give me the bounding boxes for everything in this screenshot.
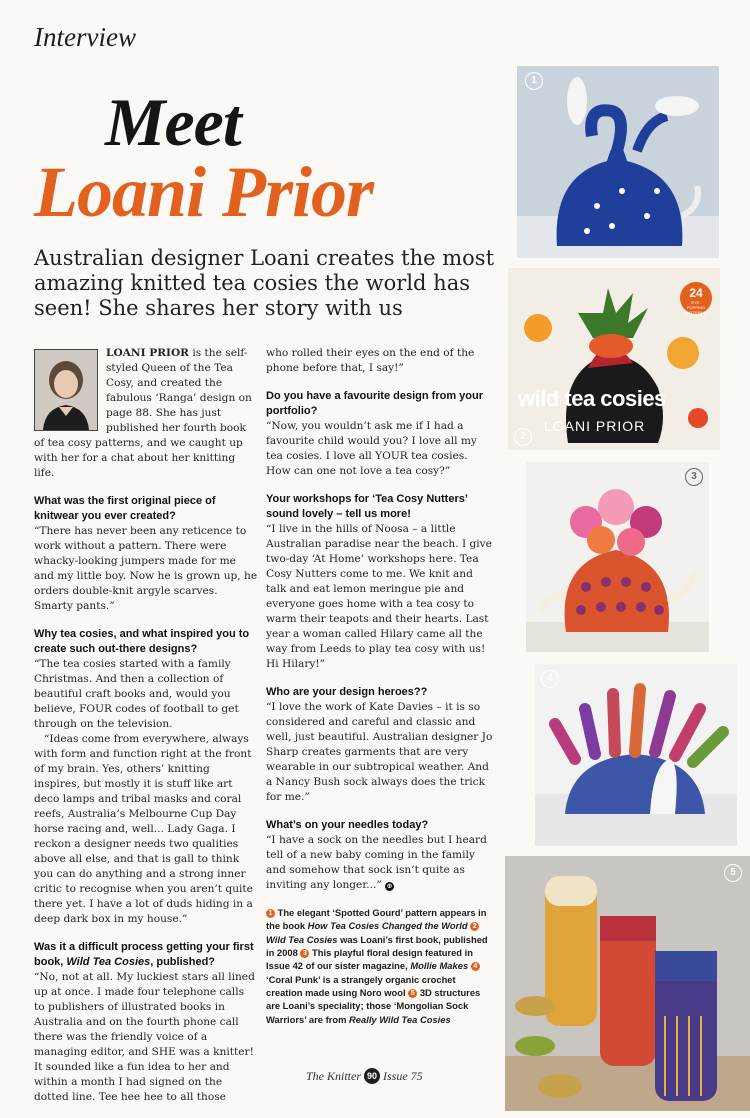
caption-number-3: 3 <box>300 949 309 958</box>
caption-number-4: 4 <box>471 962 480 971</box>
book-badge-number: 24 <box>689 286 703 300</box>
answer-6: “I love the work of Kate Davies – it is so considered and careful and classic and well, just beautiful. Australian designer Jo Sharp creates garments that are very wearable in our subtropical weather. And a Nancy Bush sock always does the trick for me.” <box>266 700 493 803</box>
answer-2b-text: “Ideas come from everywhere, always with form and function right at the front of my brain. Yes, others’ knitting inspires, but mostly it is stuff like art deco lamps and tribal masks and coral reefs, Australia’s Melbourne Cup Day horse racing and, well... Lady Gaga. I reckon a designer needs two qualities above all else, and that is gall to think you can do anything and a strong inner critic to recognise when you aren’t quite there yet. I have a lot of duds hiding in a deep dark box in my house.” <box>34 733 253 926</box>
book-title: wild tea cosies <box>518 386 666 411</box>
book-author: LOANI PRIOR <box>544 418 646 434</box>
question-1: What was the first original piece of knitwear you ever created? <box>34 495 216 523</box>
caption-4-text: ‘Coral Punk’ is a strangely organic crochet creation made using Noro wool <box>266 973 456 998</box>
photo-number-2: 2 <box>514 428 532 446</box>
question-5: Your workshops for ‘Tea Cosy Nutters’ sound lovely – tell us more! <box>266 492 468 520</box>
answer-1: “There has never been any reticence to work without a pattern. There were whacky-looking jumpers made for me and my little boy. Now he is grown up, he orders double-knit argyle scarves. Smarty pants.” <box>34 524 258 613</box>
question-3-book-title: Wild Tea Cosies <box>66 956 151 969</box>
caption-5-text: 3D structures are Loani’s speciality; those ‘Mongolian Sock Warriors’ are from <box>266 986 481 1025</box>
intro-text: is the self-styled Queen of the Tea Cosy, and created the fabulous ‘Ranga’ design on page 88. She has just published her fourth book of tea cosy patterns, and we caught up with her for a chat about her knitting life. <box>34 347 252 480</box>
footer-issue: Issue 75 <box>383 1069 423 1083</box>
caption-1-text: The elegant ‘Spotted Gourd’ pattern appears in the book <box>266 906 487 932</box>
question-6: Who are your design heroes?? <box>266 685 428 698</box>
article-column-1 <box>34 346 258 1118</box>
answer-5: “I live in the hills of Noosa – a little Australian paradise near the beach. I give two-day ‘At Home’ workshops here. Tea Cosy Nutters come to me. We knit and talk and eat lemon meringue pie and everyone goes home with a tea cosy to warm their teapots and their hearts. Last year a woman called Hilary came all the way from Leeds to play tea cosy with us! Hi Hilary!” <box>266 522 492 670</box>
photo-floral-cosy <box>526 462 709 652</box>
author-portrait <box>34 349 98 431</box>
photo-number-4: 4 <box>541 670 559 688</box>
book-badge <box>680 282 712 314</box>
answer-4: “Now, you wouldn’t ask me if I had a favourite child would you? I love all my tea cosies. I love all YOUR tea cosies. How can one not love a tea cosy?” <box>266 419 477 477</box>
answer-3-continued: who rolled their eyes on the end of the phone before that, I say!” <box>266 347 475 375</box>
question-2: Why tea cosies, and what inspired you to create such out-there designs? <box>34 628 250 655</box>
caption-2-text: was Loani’s first book, published in 2008 <box>266 933 488 958</box>
answer-7 <box>266 833 494 893</box>
headline-line-2: Loani Prior <box>34 152 374 232</box>
caption-3-magazine: Mollie Makes <box>410 960 469 972</box>
answer-2b <box>34 732 258 927</box>
photo-number-3: 3 <box>685 468 703 486</box>
headline-line-1: Meet <box>105 84 241 160</box>
end-mark-icon: ⊕ <box>386 881 393 890</box>
photo-number-1: 1 <box>525 72 543 90</box>
question-4: Do you have a favourite design from your portfolio? <box>266 390 483 417</box>
photo-sock-warriors <box>505 856 750 1111</box>
answer-2a: “The tea cosies started with a family Christmas. And then a collection of beautiful craft books and, would you believe, FOUR codes of football to get through on the television. <box>34 657 239 730</box>
section-tag: Interview <box>34 22 136 52</box>
lead-name: LOANI PRIOR <box>106 347 189 359</box>
standfirst: Australian designer Loani creates the most amazing knitted tea cosies the world has seen! She shares her story with us <box>34 246 495 320</box>
caption-2-book: Wild Tea Cosies <box>266 933 338 945</box>
photo-captions <box>266 906 494 1026</box>
footer-magazine: The Knitter <box>306 1069 362 1083</box>
caption-number-5: 5 <box>408 989 417 998</box>
question-3 <box>34 940 258 970</box>
caption-3-text: This playful floral design featured in Issue 42 of our sister magazine, <box>266 946 473 972</box>
caption-number-1: 1 <box>266 909 275 918</box>
article-column-2 <box>266 346 494 1026</box>
footer-page-number: 90 <box>364 1068 380 1084</box>
photo-book-cover <box>508 268 720 450</box>
page-footer <box>306 1068 423 1084</box>
caption-5-book: Really Wild Tea Cosies <box>349 1013 451 1025</box>
caption-1-book: How Tea Cosies Changed the World <box>307 920 468 932</box>
photo-number-5: 5 <box>724 864 742 882</box>
question-3-part-2: , published? <box>150 956 216 969</box>
answer-7-text: “I have a sock on the needles but I heard tell of a new baby coming in the family and somehow that sock isn’t quite as inviting any longer...” <box>266 833 487 891</box>
intro-paragraph <box>34 346 258 481</box>
question-7: What’s on your needles today? <box>266 818 429 831</box>
book-badge-text: EYE-POPPING PATTERNS <box>685 300 707 315</box>
photo-spotted-gourd <box>517 66 719 258</box>
caption-number-2: 2 <box>470 922 479 931</box>
answer-3: “No, not at all. My luckiest stars all lined up at once. I made four telephone calls to publishers of illustrated books in Australia and on the fourth phone call there was the friendly voice of a managing editor, and SHE was a knitter! It sounded like a fun idea to her and within a month I had signed on the dotted line. Tee hee hee to all those <box>34 971 255 1104</box>
photo-coral-punk <box>535 664 737 846</box>
question-3-part-1: Was it a difficult process getting your first book, <box>34 941 254 969</box>
